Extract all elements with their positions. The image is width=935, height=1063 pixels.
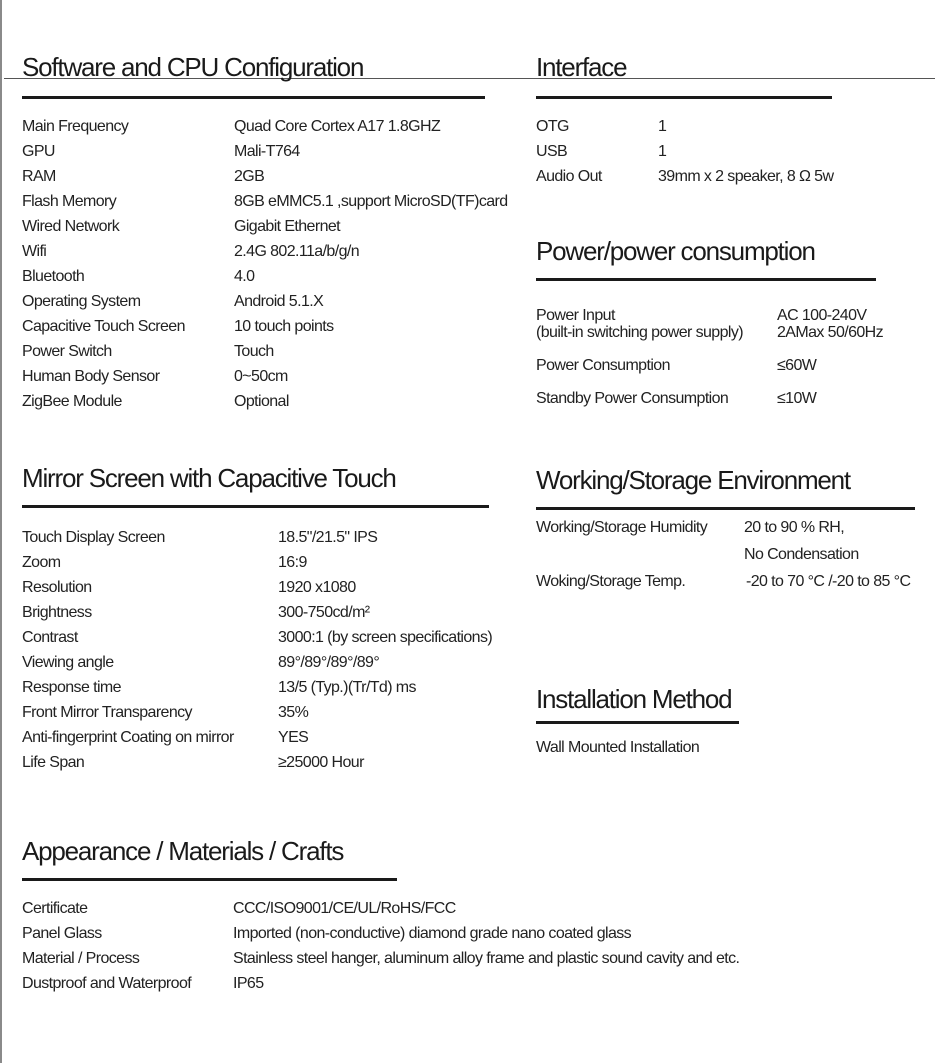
environment-title: Working/Storage Environment [536, 465, 850, 495]
spec-value: 300-750cd/m² [278, 604, 370, 621]
spec-label: Panel Glass [22, 925, 102, 942]
spec-value: No Condensation [744, 546, 859, 563]
spec-value: 4.0 [234, 268, 255, 285]
spec-label: Touch Display Screen [22, 529, 165, 546]
software-title: Software and CPU Configuration [22, 52, 364, 82]
spec-label: Front Mirror Transparency [22, 704, 192, 721]
mirror-title: Mirror Screen with Capacitive Touch [22, 463, 396, 493]
spec-value: Mali-T764 [234, 143, 300, 160]
spec-label: Operating System [22, 293, 141, 310]
spec-value: Imported (non-conductive) diamond grade nano coated glass [233, 925, 632, 942]
interface-section [536, 52, 834, 185]
spec-label: Flash Memory [22, 193, 117, 210]
spec-value: 39mm x 2 speaker, 8 Ω 5w [658, 168, 834, 185]
spec-label: Woking/Storage Temp. [536, 573, 686, 590]
appearance-title: Appearance / Materials / Crafts [22, 836, 344, 866]
spec-label: GPU [22, 143, 55, 160]
installation-title: Installation Method [536, 684, 732, 714]
spec-label: Contrast [22, 629, 78, 646]
spec-value: Stainless steel hanger, aluminum alloy frame and plastic sound cavity and etc. [233, 950, 740, 967]
spec-value: 1 [658, 143, 667, 160]
power-rule [536, 278, 876, 281]
spec-label: Power Consumption [536, 357, 670, 374]
spec-label: RAM [22, 168, 56, 185]
spec-label: Wifi [22, 243, 47, 260]
spec-label: USB [536, 143, 568, 160]
spec-label: Standby Power Consumption [536, 390, 729, 407]
spec-label: OTG [536, 118, 569, 135]
spec-label: Response time [22, 679, 121, 696]
spec-label: ZigBee Module [22, 393, 122, 410]
spec-label: Anti-fingerprint Coating on mirror [22, 729, 234, 746]
spec-label: Certificate [22, 900, 88, 917]
spec-value: 1920 x1080 [278, 579, 356, 596]
power-title: Power/power consumption [536, 236, 815, 266]
interface-rule [536, 96, 832, 99]
spec-label: Working/Storage Humidity [536, 519, 708, 536]
spec-value: 10 touch points [234, 318, 334, 335]
spec-value: Gigabit Ethernet [234, 218, 341, 235]
power-input-current: 2AMax 50/60Hz [777, 324, 884, 341]
spec-label: Brightness [22, 604, 92, 621]
page-left-border [0, 0, 2, 1063]
spec-label: Capacitive Touch Screen [22, 318, 185, 335]
spec-value [777, 307, 883, 341]
spec-value: 3000:1 (by screen specifications) [278, 629, 493, 646]
spec-label: Life Span [22, 754, 85, 771]
spec-label: Dustproof and Waterproof [22, 975, 192, 992]
spec-value: ≤60W [777, 357, 817, 374]
interface-title: Interface [536, 52, 627, 82]
spec-value: 13/5 (Typ.)(Tr/Td) ms [278, 679, 416, 696]
spec-value: 35% [278, 704, 309, 721]
spec-label: Material / Process [22, 950, 140, 967]
spec-value: 0~50cm [234, 368, 288, 385]
spec-value: YES [278, 729, 309, 746]
spec-value: 18.5"/21.5" IPS [278, 529, 378, 546]
spec-label: Bluetooth [22, 268, 85, 285]
environment-rule [536, 507, 915, 510]
spec-value: Android 5.1.X [234, 293, 324, 310]
spec-value: Optional [234, 393, 289, 410]
software-section [22, 52, 508, 410]
environment-section [536, 465, 915, 590]
spec-label: Viewing angle [22, 654, 114, 671]
spec-value: IP65 [233, 975, 264, 992]
spec-value: ≤10W [777, 390, 817, 407]
spec-value: CCC/ISO9001/CE/UL/RoHS/FCC [233, 900, 456, 917]
mirror-rule [22, 505, 489, 508]
power-input-label: Power Input [536, 307, 615, 324]
spec-label: Zoom [22, 554, 61, 571]
spec-label: Wired Network [22, 218, 120, 235]
spec-label: Main Frequency [22, 118, 129, 135]
spec-label: Resolution [22, 579, 92, 596]
spec-value: 89°/89°/89°/89° [278, 654, 380, 671]
spec-value: Quad Core Cortex A17 1.8GHZ [234, 118, 441, 135]
spec-value: 1 [658, 118, 667, 135]
spec-value: 16:9 [278, 554, 307, 571]
installation-rule [536, 721, 739, 724]
spec-value: 8GB eMMC5.1 ,support MicroSD(TF)card [234, 193, 508, 210]
software-rule [22, 96, 485, 99]
spec-value: 20 to 90 % RH, [744, 519, 845, 536]
installation-section [536, 684, 739, 756]
appearance-section [22, 836, 740, 992]
spec-label: Audio Out [536, 168, 602, 185]
power-input-voltage: AC 100-240V [777, 307, 867, 324]
spec-value: 2.4G 802.11a/b/g/n [234, 243, 360, 260]
power-section [536, 236, 884, 407]
installation-text: Wall Mounted Installation [536, 739, 700, 756]
power-input-note: (built-in switching power supply) [536, 324, 743, 341]
spec-value: Touch [234, 343, 274, 360]
appearance-rule [22, 878, 397, 881]
spec-value: 2GB [234, 168, 265, 185]
spec-value: ≥25000 Hour [278, 754, 364, 771]
spec-label: Human Body Sensor [22, 368, 160, 385]
spec-label: Power Switch [22, 343, 112, 360]
spec-label [536, 307, 743, 341]
mirror-section [22, 463, 493, 771]
spec-value: -20 to 70 °C /-20 to 85 °C [746, 573, 911, 590]
